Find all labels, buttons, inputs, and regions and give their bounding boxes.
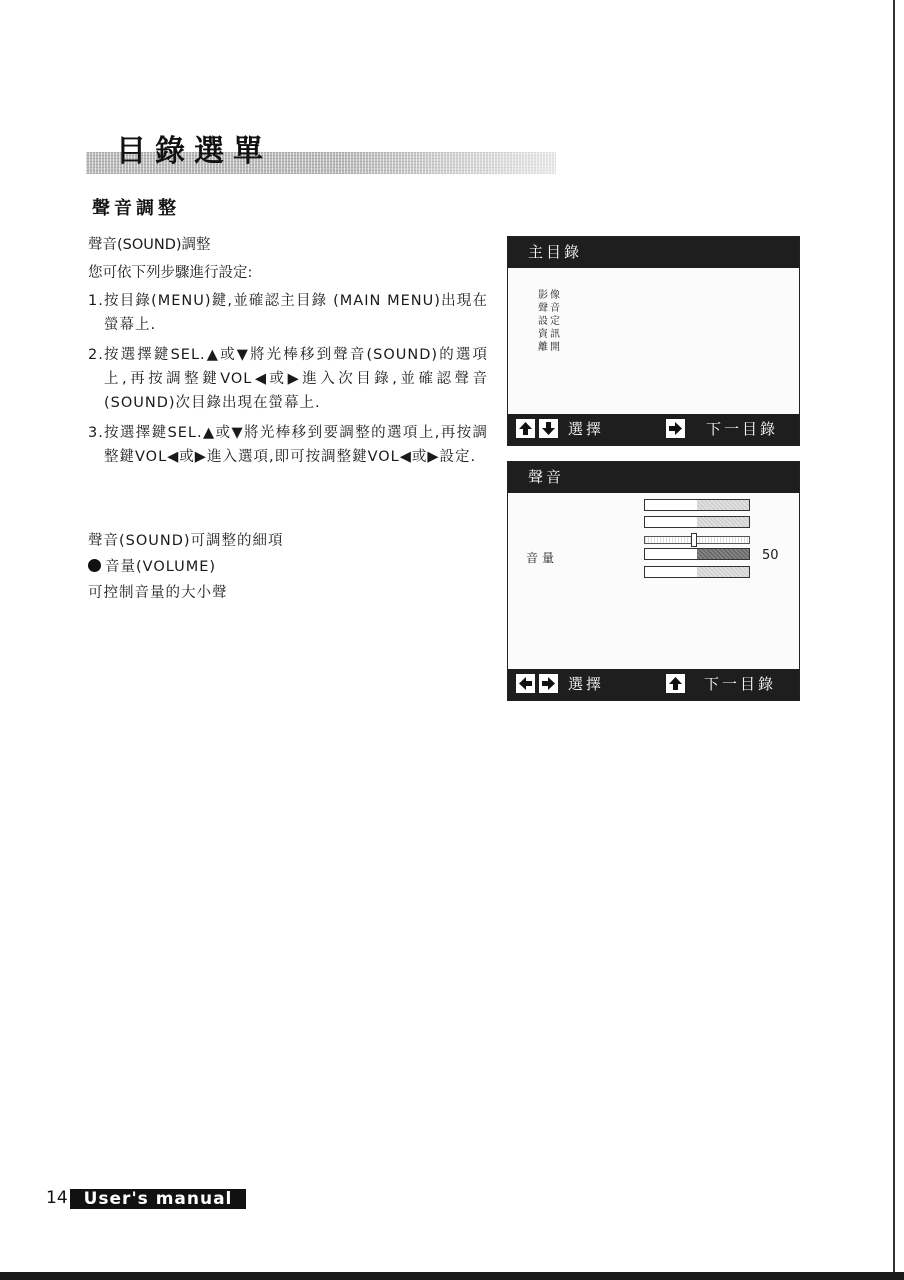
steps-list: [88, 289, 488, 469]
sound-osd-footer: [508, 669, 799, 700]
bullet-description: 可控制音量的大小聲: [88, 585, 228, 601]
footer-next-label: 下一目錄: [704, 675, 777, 693]
arrow-right-icon: [539, 674, 558, 693]
volume-value: 50: [762, 548, 779, 563]
sound-osd: [507, 461, 800, 701]
balance-slider[interactable]: [644, 536, 750, 544]
step-number: 1.: [88, 293, 104, 309]
footer-select-label: 選擇: [568, 675, 605, 693]
menu-item[interactable]: 設定: [538, 316, 562, 327]
step-number: 3.: [88, 425, 104, 441]
page-title: 目錄選單: [116, 134, 272, 169]
arrow-right-icon: [666, 419, 685, 438]
sound-osd-title: 聲音: [508, 462, 799, 493]
page-number: 14: [46, 1188, 68, 1208]
page-bottom-edge: [0, 1272, 904, 1280]
setting-bar: [644, 516, 750, 528]
manual-badge: User's manual: [70, 1189, 246, 1209]
bullet-dot-icon: [88, 559, 101, 572]
balance-knob[interactable]: [691, 533, 697, 547]
step-item: [88, 289, 488, 337]
menu-item[interactable]: 影像: [538, 290, 562, 301]
arrow-up-icon: [516, 419, 535, 438]
step-item: [88, 421, 488, 469]
menu-item[interactable]: 聲音: [538, 303, 562, 314]
bar-track: [697, 567, 749, 577]
volume-bar[interactable]: [644, 548, 750, 560]
setting-bar: [644, 499, 750, 511]
volume-fill: [697, 549, 749, 559]
step-text: 按選擇鍵SEL.▲或▼將光棒移到聲音(SOUND)的選項上,再按調整鍵VOL◀或▶進入次目錄,並確認聲音(SOUND)次目錄出現在螢幕上.: [104, 347, 488, 411]
intro-line: 您可依下列步驟進行設定:: [88, 265, 253, 281]
step-text: 按選擇鍵SEL.▲或▼將光棒移到要調整的選項上,再按調整鍵VOL◀或▶進入選項,即可按調整鍵VOL◀或▶設定.: [104, 425, 488, 465]
bullet-item: [88, 554, 488, 580]
main-menu-list: [538, 289, 562, 354]
menu-item[interactable]: 資訊: [538, 329, 562, 340]
section-subtitle: 聲音調整: [92, 198, 180, 219]
menu-item[interactable]: 離開: [538, 342, 562, 353]
arrow-left-icon: [516, 674, 535, 693]
setting-bar: [644, 566, 750, 578]
step-number: 2.: [88, 347, 104, 363]
volume-label: 音量: [526, 551, 559, 565]
instructions: [88, 233, 488, 475]
arrow-down-icon: [539, 419, 558, 438]
main-menu-osd-footer: [508, 414, 799, 445]
main-menu-osd: [507, 236, 800, 446]
footer-next-label: 下一目錄: [706, 420, 779, 438]
bar-track: [697, 517, 749, 527]
bullet-item-text: 音量(VOLUME): [105, 559, 217, 575]
arrow-up-icon: [666, 674, 685, 693]
adjustable-heading: 聲音(SOUND)可調整的細項: [88, 533, 284, 549]
intro-heading: 聲音(SOUND)調整: [88, 237, 211, 253]
page-right-edge: [893, 0, 895, 1280]
main-menu-osd-title: 主目錄: [508, 237, 799, 268]
footer-select-label: 選擇: [568, 420, 605, 438]
adjustable-details: [88, 528, 488, 606]
step-text: 按目錄(MENU)鍵,並確認主目錄 (MAIN MENU)出現在螢幕上.: [104, 293, 488, 333]
step-item: [88, 343, 488, 415]
bar-track: [697, 500, 749, 510]
